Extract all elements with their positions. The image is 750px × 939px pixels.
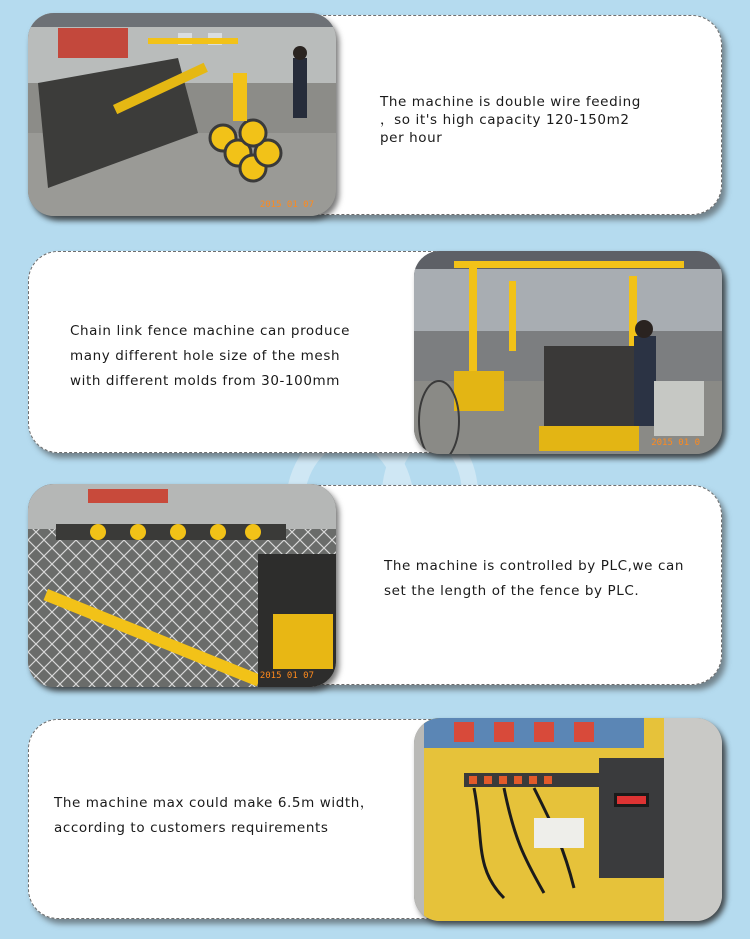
caption-line: ，so it's high capacity 120-150m2: [380, 112, 630, 128]
caption-width: [54, 791, 374, 841]
caption-line: according to customers requirements: [54, 820, 329, 836]
caption-double-wire: [380, 93, 641, 147]
photo-double-wire-machine: [28, 13, 336, 216]
caption-line: The machine is double wire feeding: [380, 94, 641, 110]
photo-mesh-weaving: [28, 484, 336, 687]
photo-date-stamp: 2015 01 07: [259, 200, 314, 210]
photo-date-stamp: 2015 01 0: [651, 438, 700, 448]
caption-line: set the length of the fence by PLC.: [384, 583, 640, 599]
caption-line: The machine is controlled by PLC,we can: [384, 558, 685, 574]
caption-line: per hour: [380, 130, 443, 146]
photo-gantry-machine: [414, 251, 722, 454]
caption-line: with different molds from 30-100mm: [70, 373, 341, 389]
caption-line: many different hole size of the mesh: [70, 348, 341, 364]
photo-control-cabinet: [414, 718, 722, 921]
caption-hole-size: [70, 319, 350, 394]
photo-date-stamp: 2015 01 07: [259, 671, 314, 681]
caption-line: Chain link fence machine can produce: [70, 323, 351, 339]
caption-plc: [384, 554, 684, 604]
caption-line: The machine max could make 6.5m width，: [54, 795, 375, 811]
